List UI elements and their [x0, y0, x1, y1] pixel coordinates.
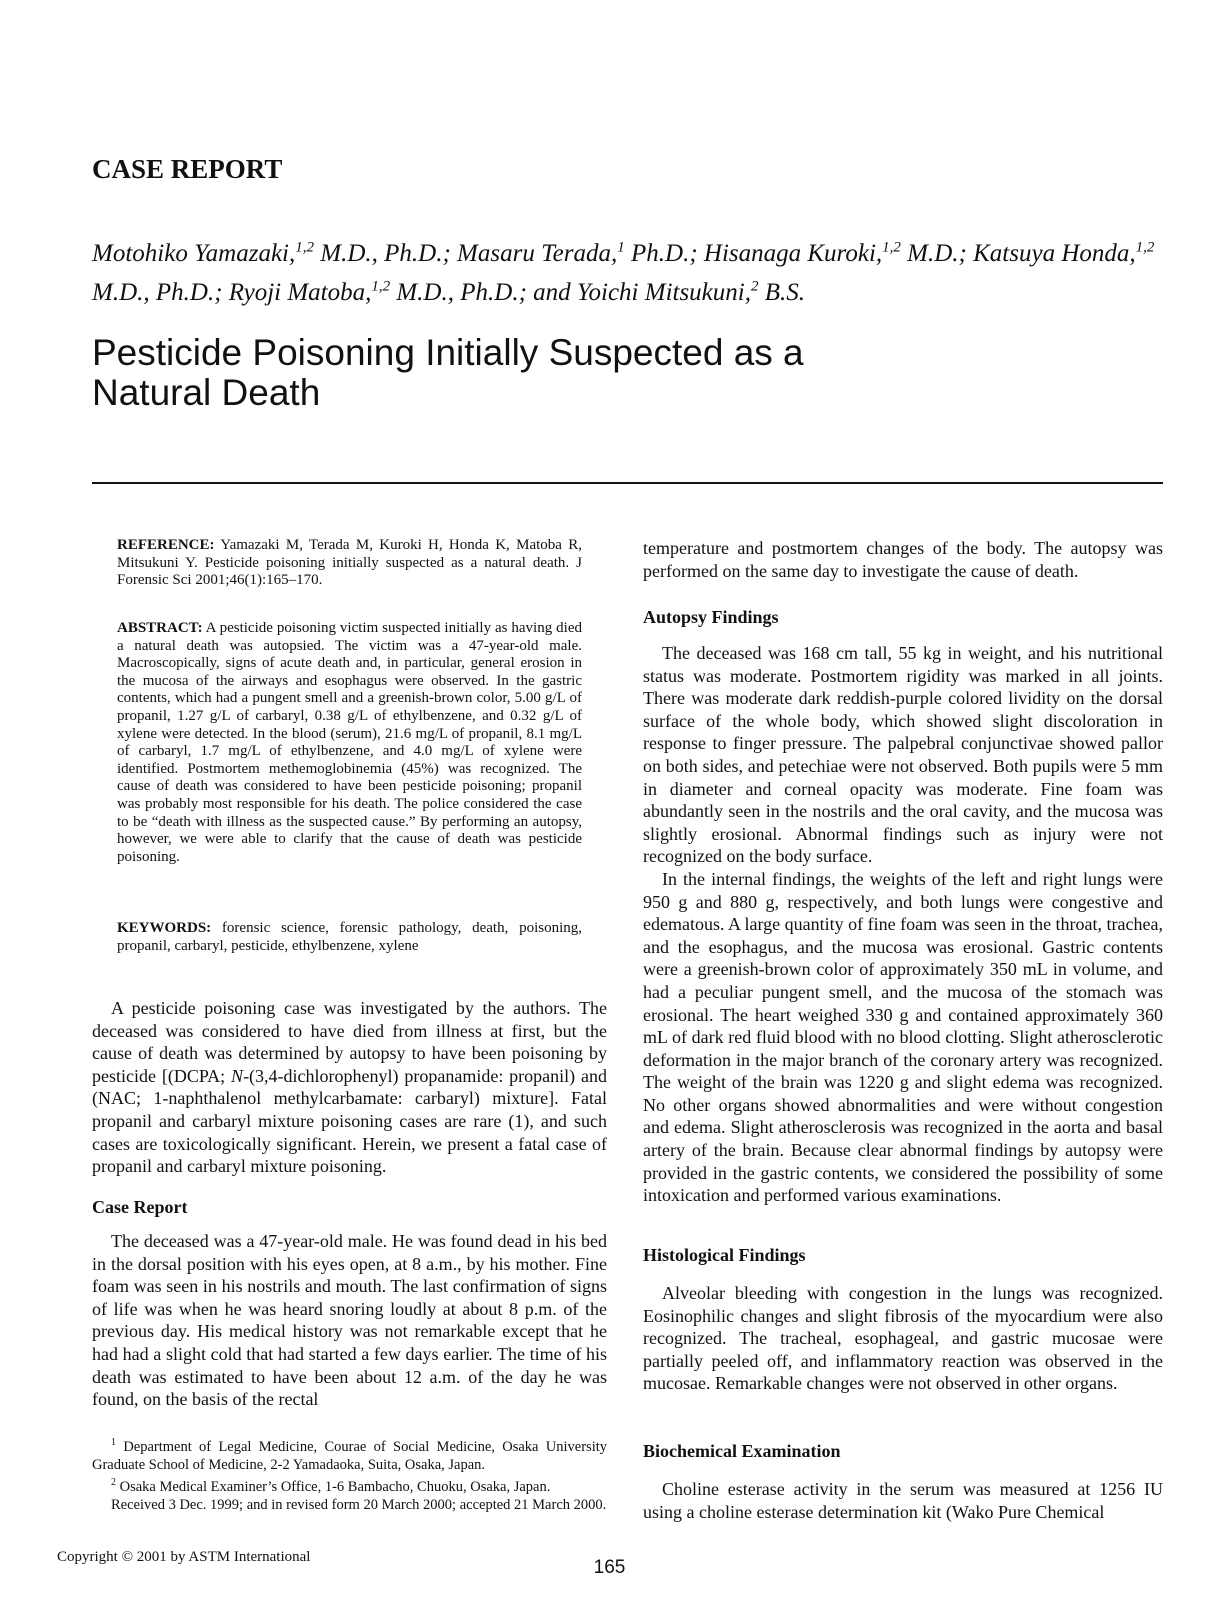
reference-block: REFERENCE: Yamazaki M, Terada M, Kuroki H, Honda K, Matoba R, Mitsukuni Y. Pesticide poisoning initially suspected as a natural death. J Forensic Sci 2001;46(1):165–170.	[117, 537, 582, 589]
biochemical-examination-heading: Biochemical Examination	[643, 1441, 841, 1461]
author: Ryoji Matoba,$^{1,2}$ M.D., Ph.D.; and	[228, 278, 577, 306]
author: Motohiko Yamazaki,$^{1,2}$ M.D., Ph.D.;	[92, 240, 458, 268]
biochemical-examination-text: Choline esterase activity in the serum was measured at 1256 IU using a choline esterase determination kit (Wako Pure Chemical	[643, 1479, 1163, 1522]
footnote-2: $^2$ Osaka Medical Examiner’s Office, 1-6 Bambacho, Chuoku, Osaka, Japan.	[111, 1476, 551, 1495]
author: Masaru Terada,$^1$ Ph.D.;	[457, 240, 704, 268]
keywords-block: KEYWORDS: forensic science, forensic pathology, death, poisoning, propanil, carbaryl, pesticide, ethylbenzene, xylene	[117, 920, 582, 954]
author: Katsuya Honda,$^{1,2}$ M.D., Ph.D.;	[92, 240, 1155, 306]
footnotes	[92, 1434, 607, 1514]
case-report-paragraph: The deceased was a 47-year-old male. He was found dead in his bed in the dorsal position with his eyes open, at 8 a.m., by his mother. Fine foam was seen in his nostrils and mouth. The last confirmation of signs of life was when he was heard snoring loudly at about 8 p.m. of the previous day. His medical history was not remarkable except that he had had a slight cold that had started a few days earlier. The time of his death was estimated to have been about 12 a.m. of the day he was found, on the basis of the rectal	[92, 1231, 607, 1410]
case-report-continued: temperature and postmortem changes of the body. The autopsy was performed on the same day to investigate the cause of death.	[643, 538, 1163, 581]
article-title: Pesticide Poisoning Initially Suspected as a Natural Death	[92, 332, 804, 413]
copyright-notice: Copyright © 2001 by ASTM International	[57, 1549, 311, 1565]
autopsy-findings-heading: Autopsy Findings	[643, 607, 779, 627]
author: Hisanaga Kuroki,$^{1,2}$ M.D.;	[703, 240, 974, 268]
histological-findings-heading: Histological Findings	[643, 1245, 806, 1265]
header-divider	[92, 482, 1163, 484]
author: Yoichi Mitsukuni,$^2$ B.S.	[576, 278, 806, 306]
page-number: 165	[593, 1557, 626, 1578]
received-dates: Received 3 Dec. 1999; and in revised form 20 March 2000; accepted 21 March 2000.	[111, 1496, 607, 1513]
footnote-1: $^1$ Department of Legal Medicine, Courae of Social Medicine, Osaka University Graduate School of Medicine, 2-2 Yamadaoka, Suita, Osaka, Japan.	[92, 1437, 608, 1473]
abstract-block: ABSTRACT: A pesticide poisoning victim suspected initially as having died a natural death was autopsied. The victim was a 47-year-old male. Macroscopically, signs of acute death and, in particular, general erosion in the mucosa of the airways and esophagus were observed. In the gastric contents, which had a pungent smell and a greenish-brown color, 5.00 g/L of propanil, 1.27 g/L of carbaryl, 0.38 g/L of ethylbenzene, and 0.32 g/L of xylene were detected. In the blood (serum), 21.6 mg/L of propanil, 8.1 mg/L of carbaryl, 1.7 mg/L of ethylbenzene, and 4.0 mg/L of xylene were identified. Postmortem methemoglobinemia (45%) was recognized. The cause of death was considered to have been pesticide poisoning; propanil was probably most responsible for his death. The police considered the case to be “death with illness as the suspected cause.” By performing an autopsy, however, we were able to clarify that the cause of death was pesticide poisoning.	[117, 620, 582, 865]
section-label: CASE REPORT	[92, 154, 283, 184]
case-report-heading: Case Report	[92, 1197, 188, 1217]
author-list	[92, 232, 1162, 309]
autopsy-findings-text: The deceased was 168 cm tall, 55 kg in weight, and his nutritional status was moderate. Postmortem rigidity was marked in all joints. There was moderate dark reddish-purple colored lividity on the dorsal surface of the whole body, which showed slight discoloration in response to finger pressure. The palpebral conjunctivae showed pallor on both sides, and petechiae were not observed. Both pupils were 5 mm in diameter and corneal opacity was moderate. Fine foam was abundantly seen in the nostrils and the oral cavity, and the mucosa was slightly erosional. Abnormal findings such as injury were not recognized on the body surface. In the internal findings, the weights of the left and right lungs were 950 g and 880 g, respectively, and both lungs were congestive and edematous. A large quantity of fine foam was seen in the throat, trachea, and the esophagus, and the mucosa was erosional. Gastric contents were a greenish-brown color of approximately 350 mL in volume, and had a peculiar pungent smell, and the mucosa of the stomach was erosional. The heart weighed 330 g and contained approximately 360 mL of dark red fluid blood with no blood clotting. Slight atherosclerotic deformation in the major branch of the coronary artery was recognized. The weight of the brain was 1220 g and slight edema was recognized. No other organs showed abnormalities and were without congestion and edema. Slight atherosclerosis was recognized in the aorta and basal artery of the brain. Because clear abnormal findings by autopsy were provided in the gastric contents, we considered the possibility of some intoxication and performed various examinations.	[643, 643, 1163, 1206]
histological-findings-text: Alveolar bleeding with congestion in the lungs was recognized. Eosinophilic changes and slight fibrosis of the myocardium were also recognized. The tracheal, esophageal, and gastric mucosae were partially peeled off, and inflammatory reaction was observed in the mucosae. Remarkable changes were not observed in other organs.	[643, 1283, 1163, 1394]
intro-paragraph: A pesticide poisoning case was investigated by the authors. The deceased was considered to have died from illness at first, but the cause of death was determined by autopsy to have been poisoning by pesticide [(DCPA; N-(3,4-dichlorophenyl) propanamide: propanil) and (NAC; 1-naphthalenol methylcarbamate: carbaryl) mixture]. Fatal propanil and carbaryl mixture poisoning cases are rare (1), and such cases are toxicologically significant. Herein, we present a fatal case of propanil and carbaryl mixture poisoning.	[92, 998, 608, 1177]
